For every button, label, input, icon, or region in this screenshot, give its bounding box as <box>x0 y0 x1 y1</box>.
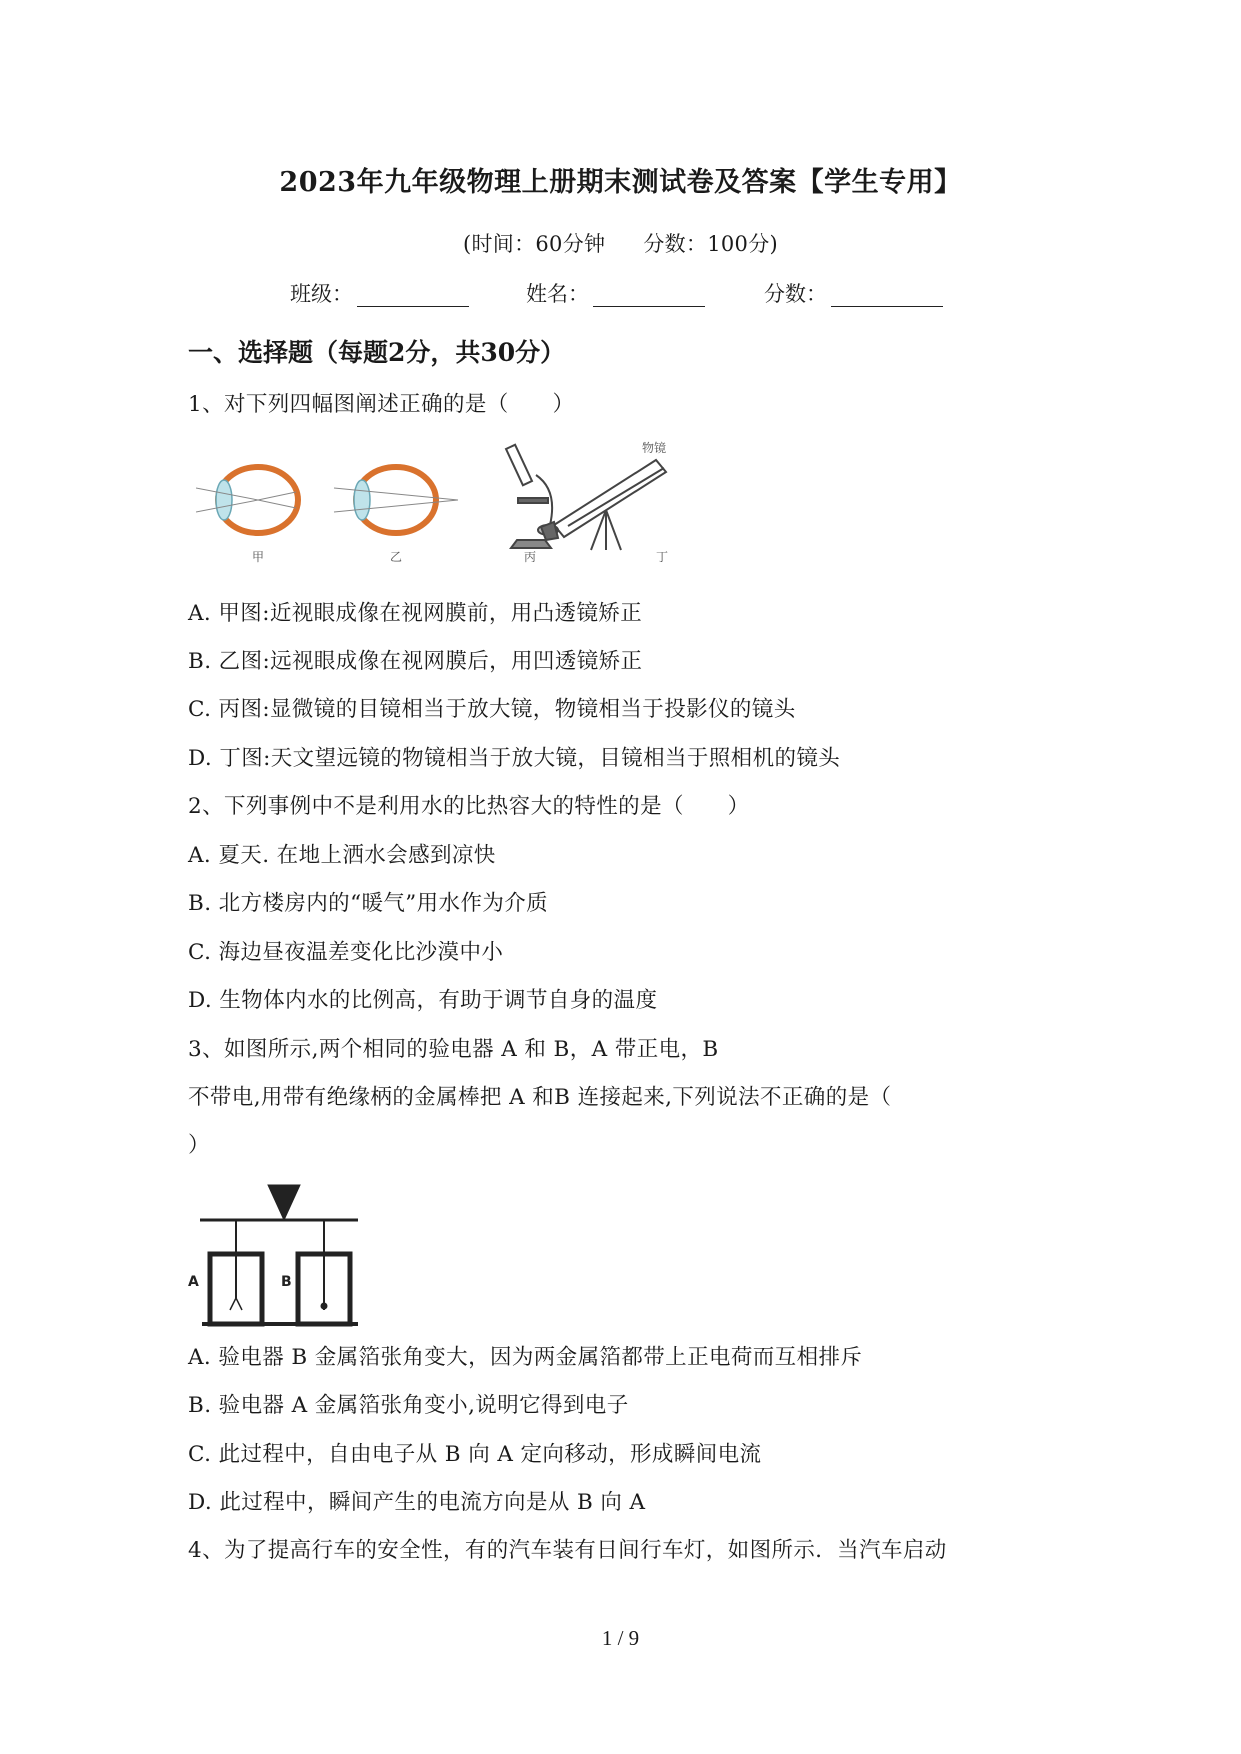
electroscope-figure <box>186 1180 366 1330</box>
class-label: 班级： <box>290 282 353 306</box>
electroscope-label-b: B <box>281 1274 292 1290</box>
name-label: 姓名： <box>526 282 589 306</box>
q3-stem-line1: 3、如图所示,两个相同的验电器 A 和 B，A 带正电，B <box>188 1037 719 1062</box>
q2-stem: 2、下列事例中不是利用水的比热容大的特性的是（ ） <box>188 794 750 819</box>
q2-option-a: A. 夏天. 在地上洒水会感到凉快 <box>188 843 496 868</box>
section-heading: 一、选择题（每题2分，共30分） <box>188 338 566 367</box>
q3-stem-line2: 不带电,用带有绝缘柄的金属棒把 A 和B 连接起来,下列说法不正确的是（ <box>188 1085 892 1110</box>
caption-jia: 甲 <box>252 550 265 564</box>
caption-ding: 丁 <box>656 550 669 564</box>
q2-option-b: B. 北方楼房内的“暖气”用水作为介质 <box>188 891 549 916</box>
caption-bing: 丙 <box>524 550 537 564</box>
q4-stem: 4、为了提高行车的安全性，有的汽车装有日间行车灯，如图所示．当汽车启动 <box>188 1538 947 1563</box>
q3-option-d: D. 此过程中，瞬间产生的电流方向是从 B 向 A <box>188 1490 646 1515</box>
score-info: 分数：100分) <box>643 232 778 256</box>
caption-yi: 乙 <box>390 550 403 564</box>
q1-option-c: C. 丙图:显微镜的目镜相当于放大镜，物镜相当于投影仪的镜头 <box>188 697 796 722</box>
q3-option-c: C. 此过程中，自由电子从 B 向 A 定向移动，形成瞬间电流 <box>188 1442 762 1467</box>
telescope-diagram <box>541 460 666 550</box>
q3-stem-line3: ） <box>188 1133 210 1158</box>
telescope-objective-label: 物镜 <box>642 441 667 455</box>
eye-diagram-yi <box>334 467 458 533</box>
page-number: 1 / 9 <box>601 1626 640 1650</box>
q1-option-d: D. 丁图:天文望远镜的物镜相当于放大镜，目镜相当于照相机的镜头 <box>188 746 841 771</box>
q1-figures <box>196 430 736 570</box>
score-field <box>764 278 943 308</box>
q2-option-c: C. 海边昼夜温差变化比沙漠中小 <box>188 940 504 965</box>
class-blank[interactable] <box>357 286 469 307</box>
class-field <box>290 278 469 308</box>
electroscope-label-a: A <box>188 1274 199 1290</box>
page-title: 2023年九年级物理上册期末测试卷及答案【学生专用】 <box>279 167 962 198</box>
score-blank[interactable] <box>831 286 943 307</box>
name-blank[interactable] <box>593 286 705 307</box>
name-field <box>526 278 705 308</box>
q1-option-a: A. 甲图:近视眼成像在视网膜前，用凸透镜矫正 <box>188 601 643 626</box>
q3-option-b: B. 验电器 A 金属箔张角变小,说明它得到电子 <box>188 1393 629 1418</box>
exam-info <box>0 228 1241 258</box>
electroscope-diagram <box>200 1185 358 1324</box>
q2-option-d: D. 生物体内水的比例高，有助于调节自身的温度 <box>188 988 658 1013</box>
eye-diagram-jia <box>196 467 298 533</box>
time-info: (时间：60分钟 <box>462 232 606 256</box>
q1-stem: 1、对下列四幅图阐述正确的是（ ） <box>188 392 575 417</box>
q1-option-b: B. 乙图:远视眼成像在视网膜后，用凹透镜矫正 <box>188 649 643 674</box>
score-label: 分数： <box>764 282 827 306</box>
q3-option-a: A. 验电器 B 金属箔张角变大，因为两金属箔都带上正电荷而互相排斥 <box>188 1345 863 1370</box>
